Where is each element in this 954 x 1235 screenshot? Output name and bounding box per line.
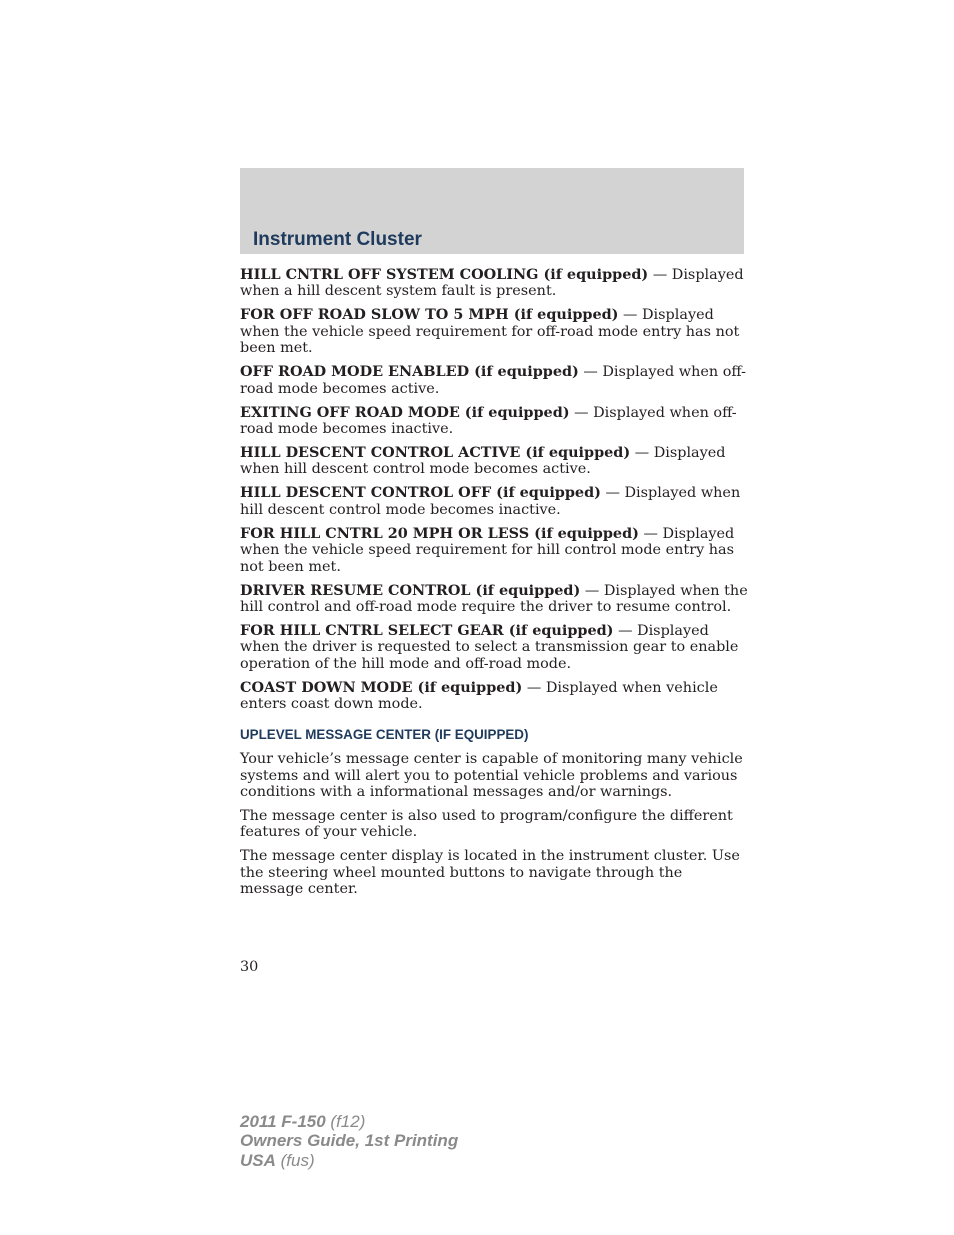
document-footer	[240, 1112, 458, 1170]
footer-line	[240, 1112, 458, 1131]
body-paragraph: The message center display is located in the instrument cluster. Use the steering wheel mounted buttons to navigate through the message center.	[240, 848, 740, 898]
message-entry	[240, 445, 750, 478]
message-entry	[240, 307, 750, 356]
footer-model-code: (f12)	[325, 1112, 366, 1131]
message-description: — Displayed when the driver is requested to select a transmission gear to enable operation of the hill mode and off-road mode.	[240, 623, 739, 672]
footer-line	[240, 1131, 458, 1150]
message-term: DRIVER RESUME CONTROL (if equipped)	[240, 581, 581, 599]
message-description: — Displayed when vehicle enters coast down mode.	[240, 679, 718, 713]
message-term: FOR HILL CNTRL 20 MPH OR LESS (if equipped)	[240, 524, 639, 542]
message-description: — Displayed when the vehicle speed requirement for off-road mode entry has not been met.	[240, 307, 740, 357]
message-description: — Displayed when a hill descent system fault is present.	[240, 267, 744, 300]
page-number: 30	[240, 959, 259, 975]
message-term: HILL DESCENT CONTROL OFF (if equipped)	[240, 484, 601, 502]
message-term: HILL DESCENT CONTROL ACTIVE (if equipped)	[240, 444, 631, 462]
message-entry	[240, 485, 750, 518]
footer-model: 2011 F-150	[240, 1112, 326, 1131]
message-entry	[240, 623, 750, 672]
footer-market: USA	[240, 1150, 276, 1170]
message-term: EXITING OFF ROAD MODE (if equipped)	[240, 403, 570, 421]
message-entry	[240, 526, 750, 575]
message-term: FOR HILL CNTRL SELECT GEAR (if equipped)	[240, 622, 614, 640]
footer-market-code: (fus)	[275, 1150, 315, 1170]
message-description: — Displayed when the vehicle speed requirement for hill control mode entry has not been met.	[240, 525, 735, 575]
message-entry	[240, 583, 750, 616]
message-description: — Displayed when hill descent control mode becomes active.	[240, 445, 726, 478]
page-title: Instrument Cluster	[253, 229, 422, 250]
message-entry	[240, 364, 750, 397]
message-term: HILL CNTRL OFF SYSTEM COOLING (if equipped)	[240, 266, 649, 283]
section-header-band	[240, 168, 744, 254]
message-description: — Displayed when off-road mode becomes inactive.	[240, 404, 737, 438]
message-term: COAST DOWN MODE (if equipped)	[240, 678, 523, 696]
message-term: FOR OFF ROAD SLOW TO 5 MPH (if equipped)	[240, 306, 619, 324]
footer-edition: Owners Guide, 1st Printing	[240, 1131, 459, 1151]
message-description: — Displayed when off-road mode becomes active.	[240, 364, 746, 397]
message-term: OFF ROAD MODE ENABLED (if equipped)	[240, 363, 579, 381]
message-description: — Displayed when the hill control and off-road mode require the driver to resume control.	[240, 582, 748, 616]
main-content	[240, 267, 750, 905]
message-entry	[240, 405, 750, 438]
body-paragraph: Your vehicle’s message center is capable of monitoring many vehicle systems and will alert you to potential vehicle problems and various conditions with a informational messages and/or warnings.	[240, 751, 743, 800]
footer-line	[240, 1151, 458, 1170]
section-heading: UPLEVEL MESSAGE CENTER (IF EQUIPPED)	[240, 726, 529, 742]
message-entry	[240, 267, 750, 300]
message-entry	[240, 680, 750, 713]
message-description: — Displayed when hill descent control mode becomes inactive.	[240, 485, 741, 518]
body-paragraph: The message center is also used to program/configure the different features of your vehicle.	[240, 807, 733, 841]
